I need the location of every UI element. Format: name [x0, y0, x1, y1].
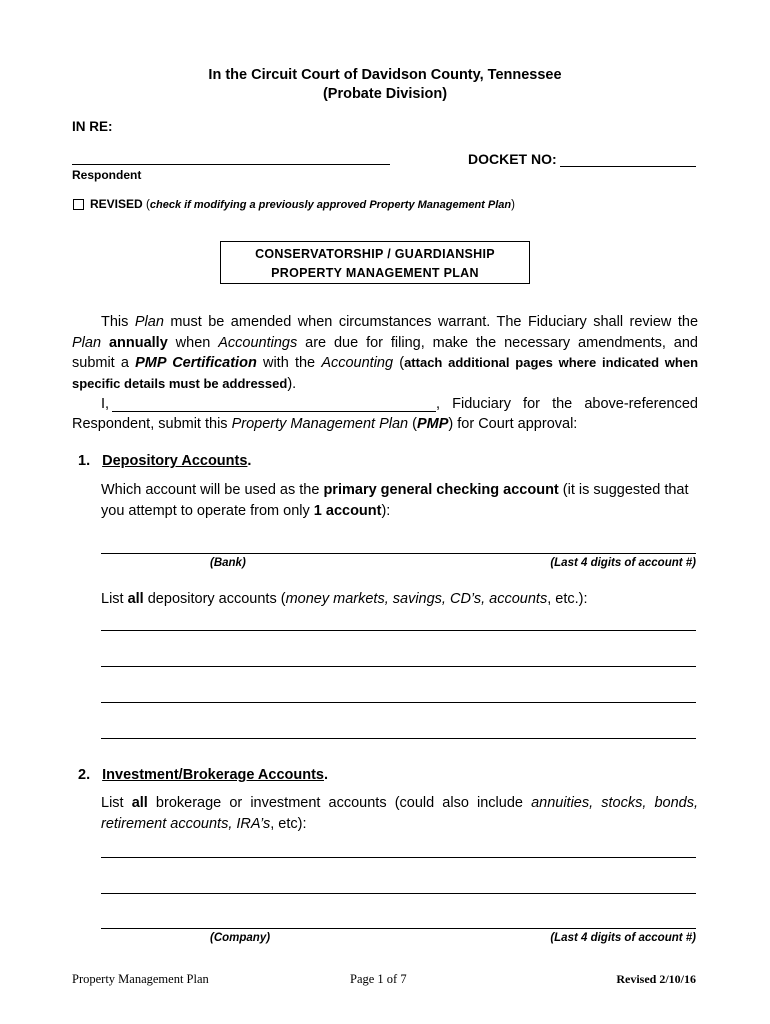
- title-line-2: PROPERTY MANAGEMENT PLAN: [271, 266, 479, 280]
- footer-page-number: Page 1 of 7: [350, 972, 407, 986]
- revised-note: check if modifying a previously approved Property Management Plan: [149, 199, 512, 211]
- footer-revised-date: Revised 2/10/16: [616, 972, 696, 986]
- depository-line-3[interactable]: [101, 702, 696, 703]
- primary-account-question: Which account will be used as the primary general checking account (it is suggested that you attempt to operate from only 1 account):: [101, 482, 689, 519]
- depository-line-4[interactable]: [101, 738, 696, 739]
- depository-line-2[interactable]: [101, 666, 696, 667]
- intro-paragraph: This Plan must be amended when circumstances warrant. The Fiduciary shall review the Plan annually when Accountings are due for filing, make the necessary amendments, and submit a PMP Certification with the Accounting (attach additional pages where indicated when specific details must be addressed).: [72, 314, 699, 392]
- brokerage-line-2[interactable]: [101, 893, 696, 894]
- section2-title: Investment/Brokerage Accounts: [102, 767, 324, 783]
- respondent-name-line[interactable]: [72, 164, 390, 165]
- submit-sentence: Respondent, submit this Property Management Plan (PMP) for Court approval:: [72, 416, 578, 432]
- brokerage-line-3[interactable]: [101, 928, 696, 929]
- in-re-label: IN RE:: [72, 119, 113, 134]
- section1-number: 1.: [78, 453, 91, 469]
- fiduciary-text: , Fiduciary for the above-referenced: [436, 396, 698, 412]
- primary-account-line[interactable]: [101, 553, 696, 554]
- brokerage-list-prompt: List all brokerage or investment accounts (could also include annuities, stocks, bonds, retirement accounts, IRA’s, etc):: [101, 795, 699, 832]
- plan-title-box: [220, 241, 530, 284]
- title-line-1: CONSERVATORSHIP / GUARDIANSHIP: [255, 247, 495, 261]
- fiduciary-i-label: I,: [101, 396, 110, 412]
- footer-left: Property Management Plan: [72, 972, 209, 986]
- depository-line-1[interactable]: [101, 630, 696, 631]
- section2-heading: 2. Investment/Brokerage Accounts.: [78, 767, 329, 783]
- revised-line: REVISED (check if modifying a previously approved Property Management Plan): [90, 197, 515, 211]
- docket-number-line[interactable]: [560, 166, 696, 167]
- revised-checkbox[interactable]: [73, 199, 84, 210]
- company-label: (Company): [210, 932, 271, 944]
- section1-title: Depository Accounts: [102, 453, 248, 469]
- fiduciary-name-line[interactable]: [112, 411, 436, 412]
- depository-list-prompt: List all depository accounts (money markets, savings, CD’s, accounts, etc.):: [101, 591, 588, 607]
- court-name: In the Circuit Court of Davidson County, Tennessee: [208, 67, 562, 83]
- revised-label: REVISED: [90, 197, 143, 211]
- bank-label: (Bank): [210, 557, 246, 569]
- brokerage-line-1[interactable]: [101, 857, 696, 858]
- respondent-label: Respondent: [72, 168, 142, 182]
- last4-label-1: (Last 4 digits of account #): [550, 557, 696, 569]
- court-header: [0, 66, 770, 104]
- last4-label-2: (Last 4 digits of account #): [550, 932, 696, 944]
- section2-number: 2.: [78, 767, 91, 783]
- section1-heading: 1. Depository Accounts.: [78, 453, 252, 469]
- docket-label: DOCKET NO:: [468, 151, 557, 167]
- division-name: (Probate Division): [322, 86, 448, 102]
